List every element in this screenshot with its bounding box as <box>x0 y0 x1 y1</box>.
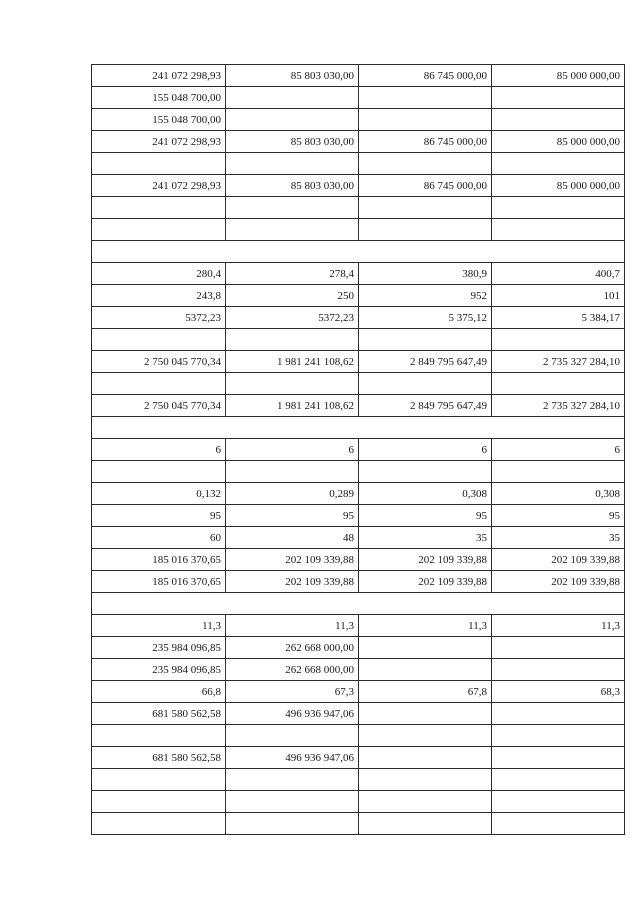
table-cell: 2 849 795 647,49 <box>359 351 492 373</box>
table-cell <box>359 659 492 681</box>
table-cell: 48 <box>226 527 359 549</box>
table-cell: 85 803 030,00 <box>226 175 359 197</box>
table-cell: 185 016 370,65 <box>92 549 226 571</box>
table-cell: 95 <box>492 505 625 527</box>
table-cell <box>359 769 492 791</box>
table-cell <box>492 87 625 109</box>
table-row <box>92 219 625 241</box>
table-row <box>92 791 625 813</box>
table-cell <box>492 219 625 241</box>
table-cell <box>226 813 359 835</box>
table-cell: 86 745 000,00 <box>359 65 492 87</box>
table-cell: 235 984 096,85 <box>92 659 226 681</box>
table-cell <box>359 637 492 659</box>
table-cell: 66,8 <box>92 681 226 703</box>
table-cell: 95 <box>359 505 492 527</box>
table-cell: 400,7 <box>492 263 625 285</box>
table-cell <box>359 329 492 351</box>
table-cell <box>359 725 492 747</box>
table-cell: 243,8 <box>92 285 226 307</box>
table-row <box>92 813 625 835</box>
table-row <box>92 439 625 461</box>
table-cell: 496 936 947,06 <box>226 747 359 769</box>
table-cell <box>492 153 625 175</box>
table-cell: 35 <box>359 527 492 549</box>
table-cell: 262 668 000,00 <box>226 659 359 681</box>
table-cell <box>359 373 492 395</box>
table-cell: 202 109 339,88 <box>492 571 625 593</box>
table-cell <box>492 725 625 747</box>
table-cell: 2 750 045 770,34 <box>92 351 226 373</box>
table-cell: 85 803 030,00 <box>226 65 359 87</box>
table-cell <box>359 747 492 769</box>
table-cell: 280,4 <box>92 263 226 285</box>
table-cell <box>359 219 492 241</box>
table-cell <box>226 461 359 483</box>
table-row <box>92 461 625 483</box>
table-row <box>92 285 625 307</box>
table-row <box>92 373 625 395</box>
table-cell <box>359 461 492 483</box>
table-cell: 0,289 <box>226 483 359 505</box>
table-cell: 241 072 298,93 <box>92 65 226 87</box>
table-cell <box>226 109 359 131</box>
table-cell <box>359 153 492 175</box>
table-cell <box>92 417 625 439</box>
table-cell <box>226 153 359 175</box>
table-cell: 6 <box>359 439 492 461</box>
table-cell <box>492 637 625 659</box>
table-cell <box>92 329 226 351</box>
table-cell: 85 000 000,00 <box>492 175 625 197</box>
table-cell: 0,132 <box>92 483 226 505</box>
table-cell: 85 803 030,00 <box>226 131 359 153</box>
table-cell: 241 072 298,93 <box>92 175 226 197</box>
table-cell: 95 <box>92 505 226 527</box>
table-cell: 6 <box>492 439 625 461</box>
table-cell <box>92 373 226 395</box>
financial-data-table <box>91 64 625 835</box>
table-cell <box>492 747 625 769</box>
table-cell <box>92 725 226 747</box>
table-cell: 278,4 <box>226 263 359 285</box>
table-cell: 86 745 000,00 <box>359 175 492 197</box>
table-row <box>92 329 625 351</box>
table-cell <box>92 461 226 483</box>
table-cell: 0,308 <box>492 483 625 505</box>
table-cell <box>492 659 625 681</box>
table-row <box>92 417 625 439</box>
table-cell <box>359 87 492 109</box>
table-cell <box>492 329 625 351</box>
table-cell: 202 109 339,88 <box>226 571 359 593</box>
table-cell <box>492 769 625 791</box>
table-row <box>92 637 625 659</box>
table-row <box>92 659 625 681</box>
table-cell <box>359 703 492 725</box>
table-cell: 67,3 <box>226 681 359 703</box>
table-cell: 202 109 339,88 <box>492 549 625 571</box>
table-cell <box>226 791 359 813</box>
table-row <box>92 769 625 791</box>
table-cell: 5 375,12 <box>359 307 492 329</box>
table-cell: 85 000 000,00 <box>492 65 625 87</box>
table-cell: 101 <box>492 285 625 307</box>
table-cell: 11,3 <box>492 615 625 637</box>
table-cell <box>359 109 492 131</box>
table-cell: 85 000 000,00 <box>492 131 625 153</box>
table-cell: 496 936 947,06 <box>226 703 359 725</box>
table-row <box>92 549 625 571</box>
table-cell <box>226 769 359 791</box>
table-cell: 681 580 562,58 <box>92 703 226 725</box>
table-cell: 202 109 339,88 <box>359 571 492 593</box>
table-row <box>92 307 625 329</box>
table-cell: 0,308 <box>359 483 492 505</box>
table-row <box>92 131 625 153</box>
table-row <box>92 153 625 175</box>
table-row <box>92 703 625 725</box>
table-row <box>92 197 625 219</box>
table-cell <box>492 791 625 813</box>
table-cell <box>226 725 359 747</box>
table-cell: 185 016 370,65 <box>92 571 226 593</box>
table-cell: 380,9 <box>359 263 492 285</box>
table-cell: 11,3 <box>359 615 492 637</box>
table-cell <box>492 703 625 725</box>
table-row <box>92 351 625 373</box>
table-row <box>92 109 625 131</box>
table-row <box>92 241 625 263</box>
table-cell: 235 984 096,85 <box>92 637 226 659</box>
table-cell: 202 109 339,88 <box>359 549 492 571</box>
table-cell <box>226 219 359 241</box>
table-cell <box>359 197 492 219</box>
table-cell <box>92 241 625 263</box>
table-cell: 6 <box>226 439 359 461</box>
table-cell: 68,3 <box>492 681 625 703</box>
table-cell <box>92 593 625 615</box>
table-cell: 95 <box>226 505 359 527</box>
table-cell: 5372,23 <box>226 307 359 329</box>
table-cell: 5 384,17 <box>492 307 625 329</box>
table-cell <box>92 219 226 241</box>
table-cell: 60 <box>92 527 226 549</box>
table-cell <box>359 791 492 813</box>
table-cell: 11,3 <box>226 615 359 637</box>
table-cell: 1 981 241 108,62 <box>226 351 359 373</box>
table-cell <box>226 373 359 395</box>
table-cell: 6 <box>92 439 226 461</box>
table-row <box>92 65 625 87</box>
table-cell: 1 981 241 108,62 <box>226 395 359 417</box>
table-row <box>92 87 625 109</box>
table-cell: 952 <box>359 285 492 307</box>
table-row <box>92 505 625 527</box>
table-row <box>92 747 625 769</box>
table-row <box>92 593 625 615</box>
table-cell: 11,3 <box>92 615 226 637</box>
table-cell <box>226 329 359 351</box>
table-cell: 2 735 327 284,10 <box>492 351 625 373</box>
table-row <box>92 175 625 197</box>
table-cell <box>92 153 226 175</box>
table-cell <box>92 769 226 791</box>
table-cell <box>226 87 359 109</box>
table-cell <box>92 197 226 219</box>
table-row <box>92 681 625 703</box>
table-cell: 2 849 795 647,49 <box>359 395 492 417</box>
table-cell: 35 <box>492 527 625 549</box>
table-row <box>92 395 625 417</box>
table-cell <box>492 813 625 835</box>
table-row <box>92 571 625 593</box>
table-cell: 241 072 298,93 <box>92 131 226 153</box>
table-cell <box>492 197 625 219</box>
table-row <box>92 725 625 747</box>
table-cell: 2 750 045 770,34 <box>92 395 226 417</box>
table-cell <box>92 791 226 813</box>
table-cell: 155 048 700,00 <box>92 87 226 109</box>
table-row <box>92 263 625 285</box>
table-cell: 86 745 000,00 <box>359 131 492 153</box>
table-cell <box>226 197 359 219</box>
table-row <box>92 483 625 505</box>
table-cell: 202 109 339,88 <box>226 549 359 571</box>
table-cell: 250 <box>226 285 359 307</box>
table-row <box>92 615 625 637</box>
table-cell: 155 048 700,00 <box>92 109 226 131</box>
table-row <box>92 527 625 549</box>
table-cell: 681 580 562,58 <box>92 747 226 769</box>
table-cell: 67,8 <box>359 681 492 703</box>
table-cell <box>492 373 625 395</box>
table-cell <box>359 813 492 835</box>
table-cell <box>92 813 226 835</box>
table-cell <box>492 109 625 131</box>
table-cell: 262 668 000,00 <box>226 637 359 659</box>
table-cell: 2 735 327 284,10 <box>492 395 625 417</box>
table-body <box>92 65 625 835</box>
table-cell <box>492 461 625 483</box>
table-cell: 5372,23 <box>92 307 226 329</box>
